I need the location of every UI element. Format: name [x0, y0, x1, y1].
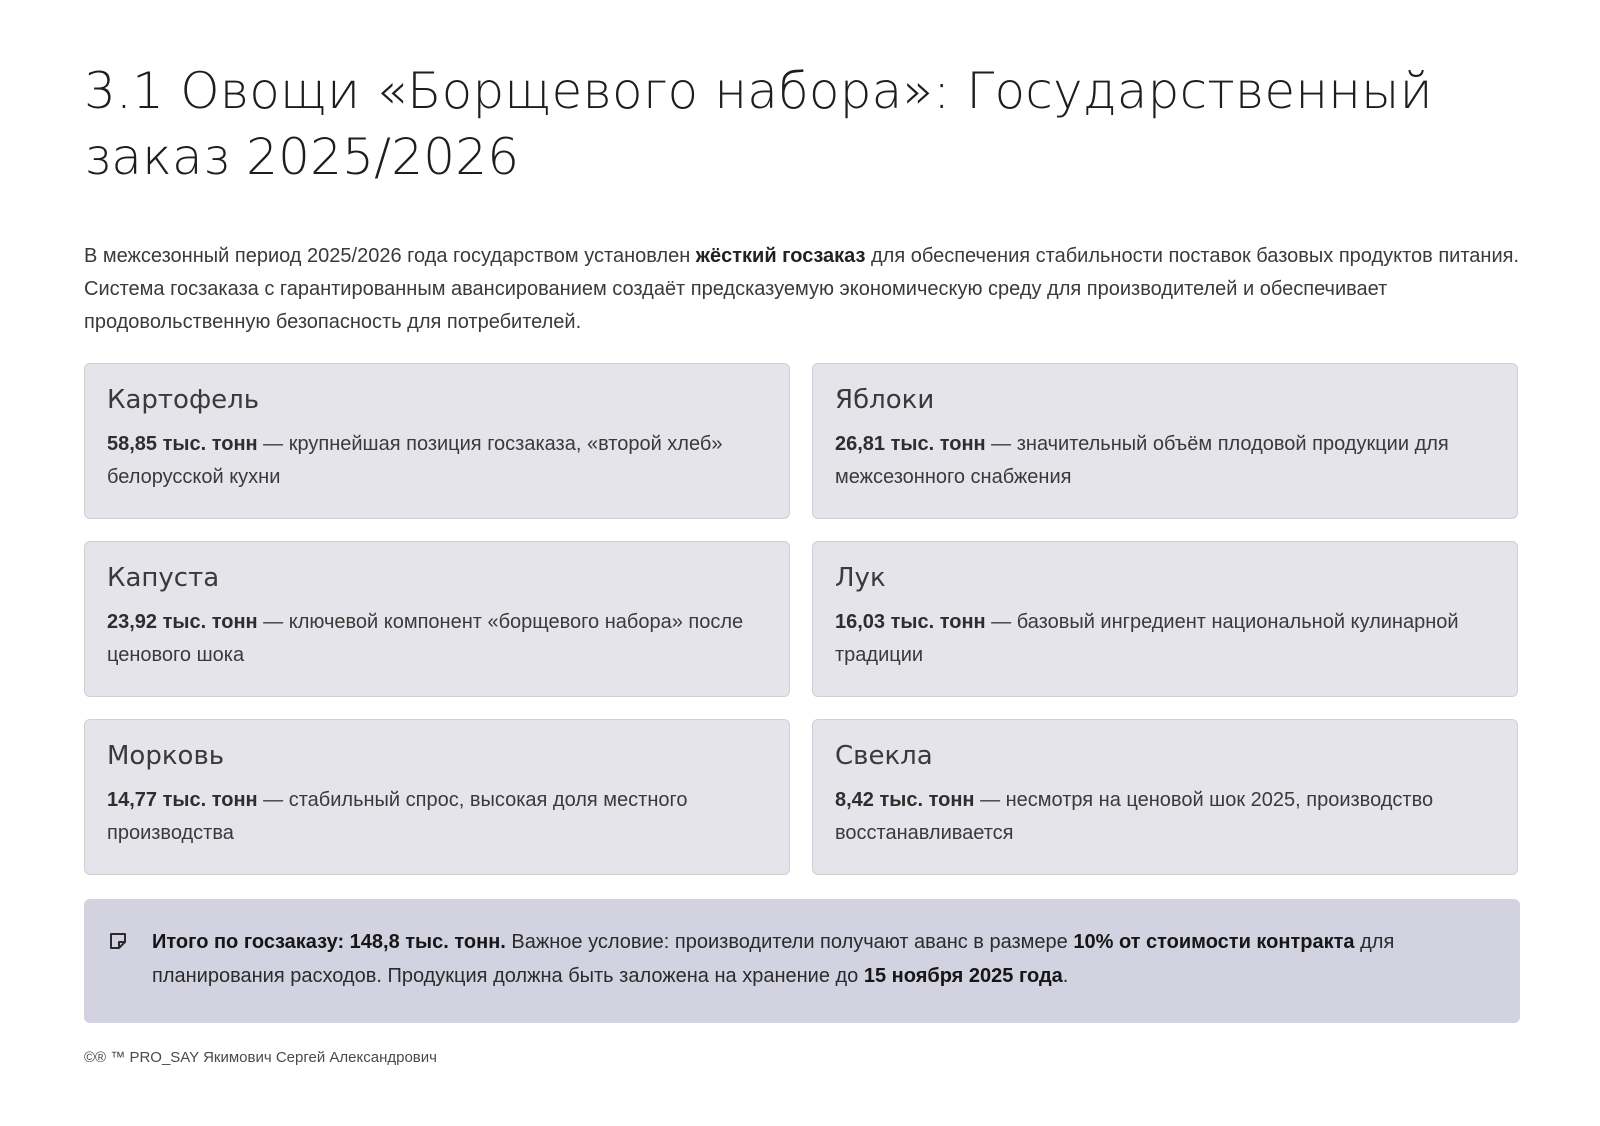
card-description: — крупнейшая позиция госзаказа, «второй хлеб» белорусской кухни [107, 433, 723, 488]
note-text-3: . [1062, 965, 1069, 987]
card-title: Лук [835, 563, 886, 593]
card-carrot [84, 719, 790, 875]
note-deadline: 15 ноября 2025 года [863, 965, 1063, 987]
card-text [835, 784, 1495, 850]
card-amount: 14,77 тыс. тонн [107, 789, 258, 811]
note-text-2: для планирования расходов. Продукция должна быть заложена на хранение до [152, 931, 1395, 987]
note-total: Итого по госзаказу: 148,8 тыс. тонн. [152, 931, 506, 953]
note-advance: 10% от стоимости контракта [1073, 931, 1355, 953]
card-title: Капуста [107, 563, 220, 593]
cards-grid [84, 363, 1520, 875]
note-icon [108, 931, 128, 951]
card-description: — ключевой компонент «борщевого набора» после ценового шока [107, 611, 744, 666]
card-amount: 8,42 тыс. тонн [835, 789, 975, 811]
page [84, 58, 1520, 1069]
card-amount: 58,85 тыс. тонн [107, 433, 258, 455]
card-cabbage [84, 541, 790, 697]
card-title: Яблоки [835, 385, 935, 415]
footer-copyright: ©® ™ PRO_SAY Якимович Сергей Александрович [84, 1049, 437, 1066]
summary-note [84, 899, 1520, 1023]
card-text [107, 606, 767, 672]
intro-paragraph [84, 240, 1520, 339]
card-description: — стабильный спрос, высокая доля местного производства [107, 789, 688, 844]
card-text [107, 428, 767, 494]
card-text [835, 606, 1495, 672]
intro-text-2: для обеспечения стабильности поставок базовых продуктов питания. Система госзаказа с гарантированным авансированием создаёт предсказуемую экономическую среду для производителей и обеспечивает продовольственную безопасность для потребителей. [84, 245, 1520, 333]
intro-text-1: В межсезонный период 2025/2026 года государством установлен [84, 245, 696, 267]
intro-bold: жёсткий госзаказ [695, 245, 866, 267]
card-title: Морковь [107, 741, 225, 771]
card-text [835, 428, 1495, 494]
card-apples [812, 363, 1518, 519]
card-potato [84, 363, 790, 519]
card-onion [812, 541, 1518, 697]
card-title: Картофель [107, 385, 260, 415]
card-title: Свекла [835, 741, 933, 771]
note-text-1: Важное условие: производители получают аванс в размере [505, 931, 1074, 953]
card-description: — значительный объём плодовой продукции для межсезонного снабжения [835, 433, 1449, 488]
card-text [107, 784, 767, 850]
card-amount: 26,81 тыс. тонн [835, 433, 986, 455]
card-beet [812, 719, 1518, 875]
card-description: — несмотря на ценовой шок 2025, производство восстанавливается [835, 789, 1434, 844]
card-description: — базовый ингредиент национальной кулинарной традиции [835, 611, 1459, 666]
card-amount: 23,92 тыс. тонн [107, 611, 258, 633]
card-amount: 16,03 тыс. тонн [835, 611, 986, 633]
page-title: 3.1 Овощи «Борщевого набора»: Государственный заказ 2025/2026 [84, 62, 1433, 186]
